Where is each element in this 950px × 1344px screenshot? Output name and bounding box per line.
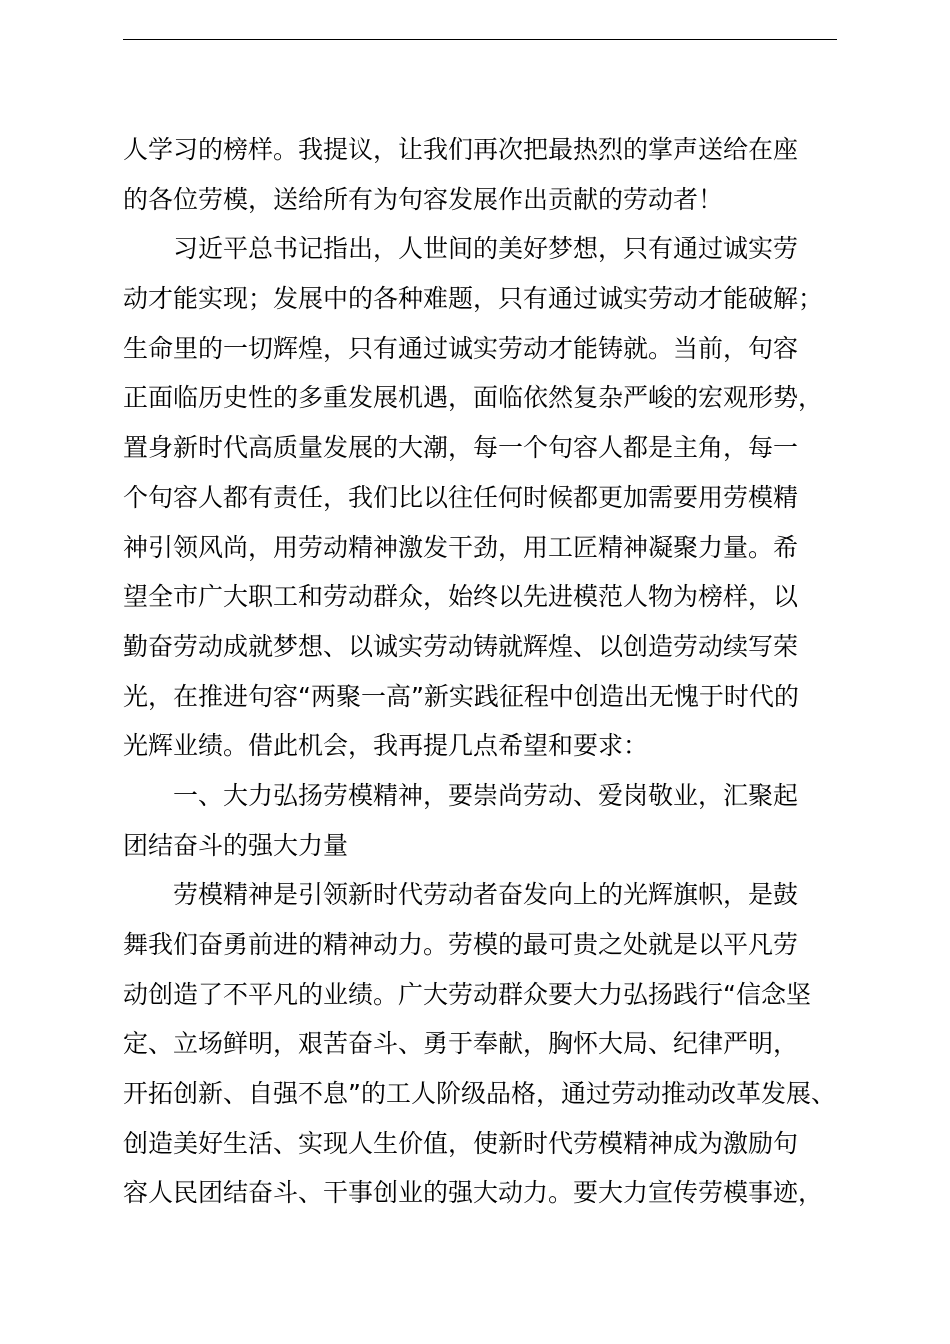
header-rule — [123, 39, 837, 40]
text-line: 动才能实现；发展中的各种难题，只有通过诚实劳动才能破解； — [123, 284, 824, 314]
section-heading-line: 一、大力弘扬劳模精神，要崇尚劳动、爱岗敬业，汇聚起 — [123, 780, 799, 810]
paragraph-start-line: 劳模精神是引领新时代劳动者奋发向上的光辉旗帜，是鼓 — [123, 880, 799, 910]
text-line: 动创造了不平凡的业绩。广大劳动群众要大力弘扬践行“信念坚 — [123, 979, 811, 1009]
text-line: 望全市广大职工和劳动群众，始终以先进模范人物为榜样，以 — [123, 582, 799, 612]
text-line: 舞我们奋勇前进的精神动力。劳模的最可贵之处就是以平凡劳 — [123, 930, 799, 959]
paragraph-start-line: 习近平总书记指出，人世间的美好梦想，只有通过诚实劳 — [123, 234, 799, 264]
text-line: 定、立场鲜明，艰苦奋斗、勇于奉献，胸怀大局、纪律严明， — [123, 1029, 799, 1059]
text-line: 勤奋劳动成就梦想、以诚实劳动铸就辉煌、以创造劳动续写荣 — [123, 631, 799, 661]
document-body — [123, 125, 863, 1218]
text-line: 人学习的榜样。我提议，让我们再次把最热烈的掌声送给在座 — [123, 135, 799, 164]
text-line: 创造美好生活、实现人生价值，使新时代劳模精神成为激励句 — [123, 1128, 799, 1158]
text-line: 神引领风尚，用劳动精神激发干劲，用工匠精神凝聚力量。希 — [123, 532, 799, 562]
text-line: 置身新时代高质量发展的大潮，每一个句容人都是主角，每一 — [123, 433, 799, 463]
text-line: 容人民团结奋斗、干事创业的强大动力。要大力宣传劳模事迹， — [123, 1178, 824, 1208]
text-line: 的各位劳模，送给所有为句容发展作出贡献的劳动者！ — [123, 184, 724, 214]
section-heading-line: 团结奋斗的强大力量 — [123, 830, 349, 860]
text-line: 个句容人都有责任，我们比以往任何时候都更加需要用劳模精 — [123, 482, 799, 512]
text-line: 光，在推进句容“两聚一高”新实践征程中创造出无愧于时代的 — [123, 681, 799, 711]
text-line: 光辉业绩。借此机会，我再提几点希望和要求： — [123, 731, 649, 761]
text-line: 开拓创新、自强不息”的工人阶级品格，通过劳动推动改革发展、 — [123, 1079, 836, 1109]
text-line: 生命里的一切辉煌，只有通过诚实劳动才能铸就。当前，句容 — [123, 333, 799, 363]
text-line: 正面临历史性的多重发展机遇，面临依然复杂严峻的宏观形势， — [123, 383, 824, 413]
